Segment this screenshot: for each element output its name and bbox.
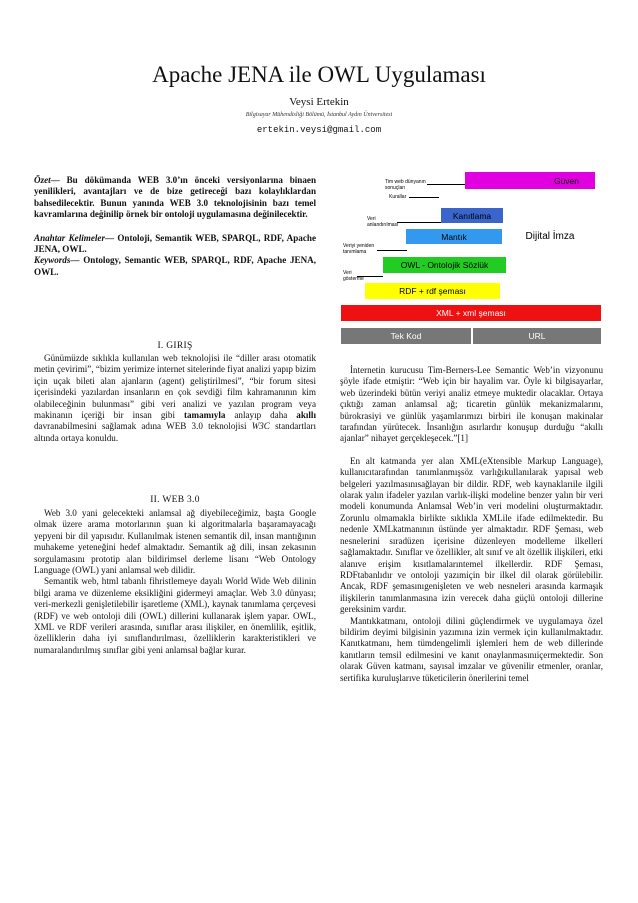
label-tim-web: Tim web dünyanın sonuçları — [385, 179, 426, 191]
section2-heading: II. WEB 3.0 — [150, 495, 200, 505]
section1-body — [34, 353, 316, 444]
layer-owl: OWL - Ontolojik Sözlük — [383, 257, 506, 273]
layer-kanitlama: Kanıtlama — [441, 208, 503, 223]
pointer-line-4 — [377, 250, 407, 251]
layer-xml: XML + xml şeması — [341, 305, 601, 321]
pointer-line-2 — [409, 197, 439, 198]
layer-rdf: RDF + rdf şeması — [365, 283, 500, 299]
layer-dijital-imza: Dijital İmza — [525, 231, 575, 242]
section2-body — [34, 508, 316, 656]
keywords-en: — Ontology, Semantic WEB, SPARQL, RDF, Apache JENA, OWL. — [34, 255, 316, 277]
section1-italic: W3C — [251, 421, 270, 432]
author-affiliation: Bilgisayar Mühendisliği Bölümü, İstanbul Aydın Üniversitesi — [245, 112, 393, 118]
section1-bold-b: akıllı — [296, 410, 316, 421]
keywords-tr-lead: Anahtar Kelimeler — [34, 232, 105, 243]
layer-tek-kod: Tek Kod — [341, 328, 471, 344]
label-veri-gosterme: Veri gösterme — [343, 270, 364, 282]
pointer-line-1 — [427, 184, 465, 185]
pointer-line-3 — [397, 222, 441, 223]
keywords-tr: — Ontoloji, Semantik WEB, SPARQL, RDF, Apache JENA, OWL. — [34, 232, 316, 255]
abstract-text: — Bu dökümanda WEB 3.0’ın önceki versiyonlarına binaen yenilikleri, avantajları ve de bize getireceği bazı kolaylıklardan bahsedilecektir. Bunun yanında WEB 3.0 teknolojisinin bazı temel kavramlarına değinilip örnek bir ontoloji uygulamasına değinilecektir. — [34, 175, 316, 220]
right-paragraph-3: Mantıkkatmanı, ontoloji dilini güçlendirmek ve uygulamaya özel bildirim deyimi bilgisinin yazımına izin vermek için kullanılmaktadır. Kanıtkatmanı, hem tümdengelimli işlemleri hem de web dillerinde kanıtların temsil edilmesini ve kanıt onaylanmasınıiçermektedir. Son olarak Güven katmanı, sayısal imzalar ve güvenilir etmenler, oranlar, sertifika kuruluşlarıve tüketicilerin önerilerini temel — [340, 615, 603, 683]
section1-text-c: anlayıp daha — [225, 410, 297, 421]
abstract-lead: Özet — [34, 175, 51, 185]
section1-text-g: standartları altında ortaya konuldu. — [34, 421, 316, 443]
author-email[interactable]: ertekin.veysi@gmail.com — [256, 125, 382, 135]
section1-text-e: davranabilmesini sağlamak adına WEB 3.0 teknolojisi — [34, 421, 252, 432]
label-veriyi-yeniden-tanimlama: Veriyi yeniden tanımlama — [343, 243, 375, 255]
section2-paragraph-2: Semantik web, html tabanlı fihristlemeye dayalı World Wide Web dilinin bilgi arama ve düzenleme eksikliğini gidermeyi amaçlar. Web 3.0 dünyası; veri-merkezli genişletilebilir işaretleme (XML), kaynak tanımlama çerçevesi (RDF) ve web ontoloji dili (OWL) dillerini kullanarak işlem yapar. OWL, XML ve RDF verileri arasında, sınıflar arası ilişkiler, en önemlilik, eşitlik, özelliklerin daha iyi sınıflandırılması, özelliklerin karakteristikleri ve numaralandırılmış sınıflar gibi yeni anlamsal bağlar kurar. — [34, 576, 316, 655]
section1-bold-a: tamamıyla — [183, 410, 226, 421]
label-veri-anlandirilmasi: Veri anlandırılması — [367, 216, 399, 228]
layer-mantik: Mantık — [406, 229, 502, 244]
paper-title: Apache JENA ile OWL Uygulaması — [152, 62, 486, 87]
right-paragraph-1: İnternetin kurucusu Tim-Berners-Lee Semantic Web’in vizyonunu şöyle ifade etmiştir: “Web için bir hayalim var. Öyle ki bilgisayarlar, web üzerindeki bütün veriyi analiz etmeye muktedir olacaklar. Ortaya çıktığı zaman anlamsal ağ; ticaretin günlük mekanizmalarını, bürokrasiyi ve günlük yaşamlarımızı birbiri ile konuşan makinalar tarafından yürütecek. İnsanlığın asırlardır konuşup durduğu “akıllı ajanlar” nihayet gerçekleşecek.”[1] — [340, 365, 603, 444]
semantic-web-layer-diagram — [341, 164, 601, 344]
author-name: Veysi Ertekin — [289, 96, 349, 108]
section1-heading: I. GIRIŞ — [157, 341, 193, 351]
right-paragraph-2: En alt katmanda yer alan XML(eXtensible Markup Language), kullanıcıtarafından tanımlanmışsöz varlığıkullanılarak yapısal web belgeleri yazılmasınısağlayan bir dildir. RDF, web kaynaklarıile ilgili olarak yalın ifadeler yazılan varlık-ilişki modeline benzer yalın bir veri modeli konumunda Anlamsal Web’in veri modelini oluşturmaktadır. Zorunlu olmamakla birlikte sıklıkla XMLile ifade edilmektedir. Bu nedenle XMLkatmanının üstünde yer almaktadır. RDF Şeması, web nesnelerini sıradüzen içerisine düzenleyen modelleme ilkelleri sağlamaktadır. Sınıflar ve özellikler, alt sınıf ve alt özellik ilişkileri, etki alanıve erişim kısıtlamalarıntemel ilkellerdir. RDF Şeması, RDFtabanlıdır ve ontoloji yazımiçin bir ilkel dil olarak görülebilir. Ancak, RDF şemasınıgenişleten ve web nesneleri arasında karmaşık ilişkilerin tanımlanmasına izin verecek daha güçlü ontoloji dillerine gereksinim vardır. — [340, 455, 603, 615]
pointer-line-5 — [357, 276, 383, 277]
section1-text-a: Günümüzde sıklıkla kullanılan web teknolojisi ile “diller arası otomatik metin çevirimi”, “bizim yerimize internet sitelerinde fiyat analizi yapıp bizim için uçak bileti alan ajanların (agent) geliştirilmesi”, “bir forum sitesi içerisindeki yazılardan insanların en çok sevdiği film kahramanının kim olabileceğinin bulunması” gibi veri analizi ve yazılan program veya makinanın içeriği bir insan gibi — [34, 353, 316, 421]
layer-guven: Güven — [465, 172, 595, 189]
layer-url: URL — [473, 328, 601, 344]
label-kurallar: Kurallar — [389, 194, 407, 200]
section2-paragraph-1: Web 3.0 yani gelecekteki anlamsal ağ diyebileceğimiz, başta Google olmak üzere arama motorlarının şuan ki algoritmalarla başaramayacağı yepyeni bir dil yapısıdır. Kullanılmak istenen semantik dil, insan mantığının muhakeme yeteneğini hedef almaktadır. Semantik ağ dili, insan zekasının sorgulamasını prototip alan bildirimsel derleme lisanı “Web Ontology Language (OWL) yani anlamsal web dilidir. — [34, 508, 316, 576]
abstract-block — [34, 175, 316, 278]
keywords-en-lead: Keywords — [34, 255, 71, 266]
right-column-body — [340, 365, 603, 684]
